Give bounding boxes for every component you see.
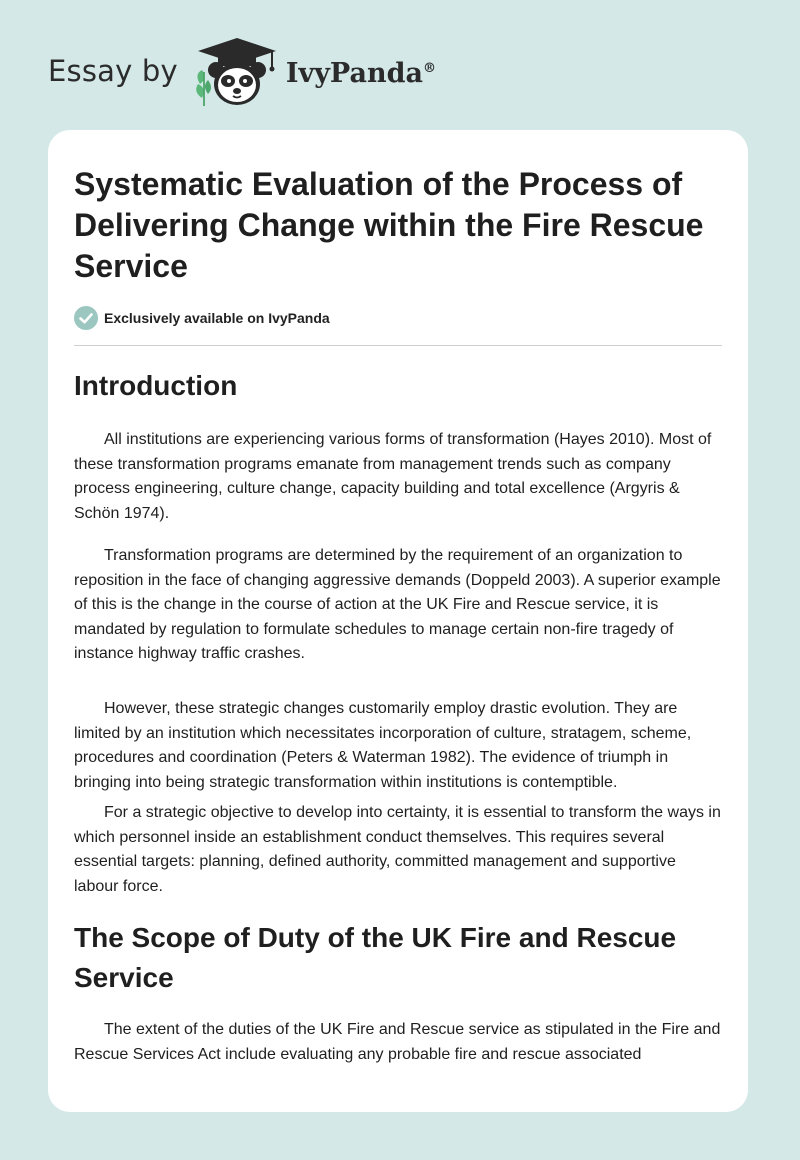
essay-title: Systematic Evaluation of the Process of Delivering Change within the Fire Rescue Service: [74, 166, 704, 284]
paragraph: For a strategic objective to develop into certainty, it is essential to transform the ways in which personnel inside an establishment conduct themselves. This requires several essential targets: planning, defined authority, committed management and supportive labour force.: [74, 804, 721, 895]
essay-card: [48, 130, 748, 1112]
exclusive-label: Exclusively available on IvyPanda: [104, 310, 330, 326]
brand-name: IvyPanda®: [285, 57, 436, 89]
paragraph: However, these strategic changes customarily employ drastic evolution. They are limited by an institution which necessitates incorporation of culture, stratagem, scheme, procedures and coordination (Peters & Waterman 1982). The evidence of triumph in bringing into being strategic transformation within institutions is contemptible.: [74, 700, 692, 791]
site-brand[interactable]: [48, 36, 436, 108]
check-circle-icon: [74, 306, 98, 330]
title-divider: [74, 345, 722, 346]
paragraph: The extent of the duties of the UK Fire and Rescue service as stipulated in the Fire and Rescue Services Act include evaluating any probable fire and rescue associated: [74, 1021, 721, 1063]
paragraph: All institutions are experiencing various forms of transformation (Hayes 2010). Most of these transformation programs emanate from management trends such as company process engineering, culture change, capacity building and total excellence (Argyris & Schön 1974).: [74, 431, 712, 522]
section-heading-scope: The Scope of Duty of the UK Fire and Rescue Service: [74, 922, 677, 993]
brand-prefix: Essay by: [48, 54, 178, 88]
section-heading-introduction: Introduction: [74, 370, 238, 401]
registered-mark: ®: [422, 60, 436, 76]
exclusive-badge: [74, 306, 330, 330]
panda-graduate-icon: [192, 36, 282, 108]
paragraph: Transformation programs are determined by the requirement of an organization to reposition in the face of changing aggressive demands (Doppeld 2003). A superior example of this is the change in the course of action at the UK Fire and Rescue service, it is mandated by regulation to formulate schedules to manage certain non-fire tragedy of instance highway traffic crashes.: [74, 547, 721, 663]
